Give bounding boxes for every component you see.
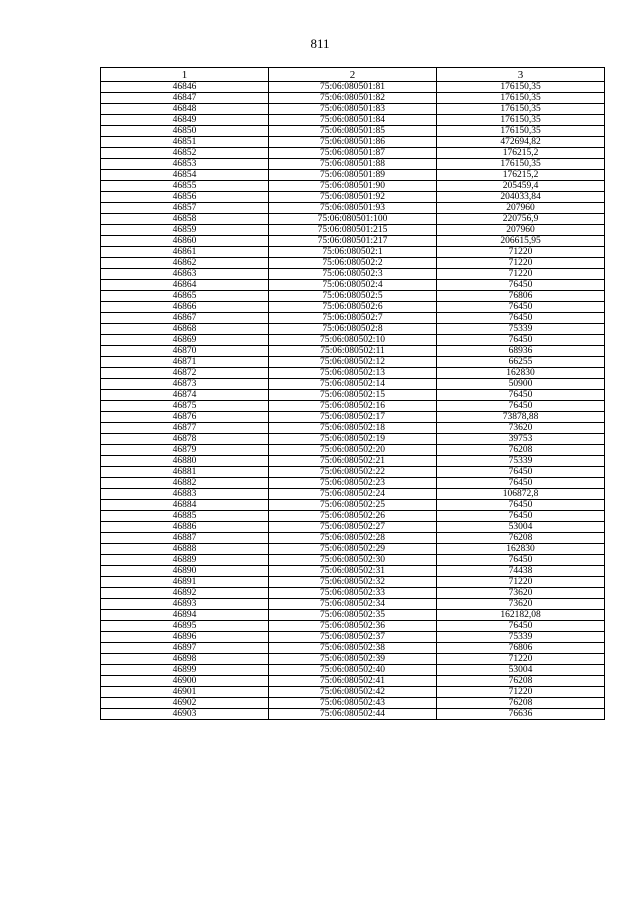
- table-row: [101, 467, 605, 478]
- row-number-cell: 46861: [101, 247, 269, 258]
- value-cell: 76450: [437, 280, 605, 291]
- value-cell: 50900: [437, 379, 605, 390]
- table-row: [101, 423, 605, 434]
- row-number-cell: 46867: [101, 313, 269, 324]
- value-cell: 162830: [437, 544, 605, 555]
- value-cell: 73620: [437, 423, 605, 434]
- value-cell: 176150,35: [437, 104, 605, 115]
- table-row: [101, 379, 605, 390]
- table-row: [101, 599, 605, 610]
- row-number-cell: 46848: [101, 104, 269, 115]
- table-row: [101, 126, 605, 137]
- table-row: [101, 621, 605, 632]
- row-number-cell: 46873: [101, 379, 269, 390]
- table-row: [101, 357, 605, 368]
- row-number-cell: 46882: [101, 478, 269, 489]
- row-number-cell: 46890: [101, 566, 269, 577]
- cadastral-number-cell: 75:06:080502:20: [269, 445, 437, 456]
- value-cell: 176215,2: [437, 148, 605, 159]
- column-header: 2: [269, 68, 437, 82]
- row-number-cell: 46881: [101, 467, 269, 478]
- row-number-cell: 46860: [101, 236, 269, 247]
- table-row: [101, 566, 605, 577]
- row-number-cell: 46900: [101, 676, 269, 687]
- cadastral-number-cell: 75:06:080502:8: [269, 324, 437, 335]
- row-number-cell: 46854: [101, 170, 269, 181]
- table-row: [101, 489, 605, 500]
- row-number-cell: 46852: [101, 148, 269, 159]
- value-cell: 76450: [437, 390, 605, 401]
- value-cell: 73878,88: [437, 412, 605, 423]
- table-row: [101, 148, 605, 159]
- value-cell: 76208: [437, 698, 605, 709]
- row-number-cell: 46878: [101, 434, 269, 445]
- table-row: [101, 588, 605, 599]
- cadastral-number-cell: 75:06:080502:26: [269, 511, 437, 522]
- row-number-cell: 46850: [101, 126, 269, 137]
- value-cell: 176215,2: [437, 170, 605, 181]
- cadastral-number-cell: 75:06:080502:3: [269, 269, 437, 280]
- table-row: [101, 313, 605, 324]
- table-row: [101, 401, 605, 412]
- value-cell: 71220: [437, 654, 605, 665]
- value-cell: 76450: [437, 335, 605, 346]
- cadastral-number-cell: 75:06:080502:30: [269, 555, 437, 566]
- table-row: [101, 643, 605, 654]
- cadastral-number-cell: 75:06:080502:6: [269, 302, 437, 313]
- value-cell: 76450: [437, 478, 605, 489]
- cadastral-number-cell: 75:06:080501:84: [269, 115, 437, 126]
- value-cell: 76450: [437, 555, 605, 566]
- row-number-cell: 46851: [101, 137, 269, 148]
- table-row: [101, 445, 605, 456]
- table-row: [101, 159, 605, 170]
- cadastral-number-cell: 75:06:080502:22: [269, 467, 437, 478]
- row-number-cell: 46888: [101, 544, 269, 555]
- table-row: [101, 137, 605, 148]
- cadastral-number-cell: 75:06:080502:36: [269, 621, 437, 632]
- cadastral-number-cell: 75:06:080502:7: [269, 313, 437, 324]
- page-number: 811: [310, 36, 330, 51]
- cadastral-number-cell: 75:06:080502:37: [269, 632, 437, 643]
- cadastral-number-cell: 75:06:080502:19: [269, 434, 437, 445]
- table-row: [101, 82, 605, 93]
- table-row: [101, 302, 605, 313]
- row-number-cell: 46901: [101, 687, 269, 698]
- row-number-cell: 46892: [101, 588, 269, 599]
- cadastral-number-cell: 75:06:080502:44: [269, 709, 437, 720]
- row-number-cell: 46857: [101, 203, 269, 214]
- cadastral-number-cell: 75:06:080502:23: [269, 478, 437, 489]
- cadastral-number-cell: 75:06:080502:25: [269, 500, 437, 511]
- row-number-cell: 46883: [101, 489, 269, 500]
- value-cell: 53004: [437, 522, 605, 533]
- cadastral-number-cell: 75:06:080502:5: [269, 291, 437, 302]
- table-row: [101, 93, 605, 104]
- value-cell: 76208: [437, 445, 605, 456]
- table-row: [101, 676, 605, 687]
- table-row: [101, 324, 605, 335]
- cadastral-number-cell: 75:06:080501:92: [269, 192, 437, 203]
- row-number-cell: 46864: [101, 280, 269, 291]
- value-cell: 75339: [437, 324, 605, 335]
- row-number-cell: 46877: [101, 423, 269, 434]
- cadastral-number-cell: 75:06:080502:18: [269, 423, 437, 434]
- row-number-cell: 46846: [101, 82, 269, 93]
- cadastral-number-cell: 75:06:080501:81: [269, 82, 437, 93]
- value-cell: 176150,35: [437, 93, 605, 104]
- cadastral-number-cell: 75:06:080502:33: [269, 588, 437, 599]
- row-number-cell: 46856: [101, 192, 269, 203]
- table-row: [101, 181, 605, 192]
- row-number-cell: 46899: [101, 665, 269, 676]
- data-table: [100, 67, 605, 720]
- table-row: [101, 214, 605, 225]
- row-number-cell: 46898: [101, 654, 269, 665]
- cadastral-number-cell: 75:06:080502:1: [269, 247, 437, 258]
- header-row: [101, 68, 605, 82]
- value-cell: 71220: [437, 577, 605, 588]
- cadastral-number-cell: 75:06:080502:10: [269, 335, 437, 346]
- cadastral-number-cell: 75:06:080502:32: [269, 577, 437, 588]
- row-number-cell: 46880: [101, 456, 269, 467]
- row-number-cell: 46896: [101, 632, 269, 643]
- value-cell: 71220: [437, 687, 605, 698]
- row-number-cell: 46875: [101, 401, 269, 412]
- value-cell: 76806: [437, 643, 605, 654]
- value-cell: 220756,9: [437, 214, 605, 225]
- cadastral-number-cell: 75:06:080501:88: [269, 159, 437, 170]
- row-number-cell: 46872: [101, 368, 269, 379]
- table-row: [101, 291, 605, 302]
- cadastral-number-cell: 75:06:080501:83: [269, 104, 437, 115]
- table-row: [101, 170, 605, 181]
- value-cell: 66255: [437, 357, 605, 368]
- row-number-cell: 46876: [101, 412, 269, 423]
- cadastral-number-cell: 75:06:080502:29: [269, 544, 437, 555]
- cadastral-number-cell: 75:06:080502:39: [269, 654, 437, 665]
- row-number-cell: 46847: [101, 93, 269, 104]
- value-cell: 472694,82: [437, 137, 605, 148]
- value-cell: 76450: [437, 511, 605, 522]
- row-number-cell: 46859: [101, 225, 269, 236]
- cadastral-number-cell: 75:06:080502:13: [269, 368, 437, 379]
- table-row: [101, 610, 605, 621]
- row-number-cell: 46887: [101, 533, 269, 544]
- cadastral-number-cell: 75:06:080502:12: [269, 357, 437, 368]
- cadastral-number-cell: 75:06:080501:82: [269, 93, 437, 104]
- cadastral-number-cell: 75:06:080502:24: [269, 489, 437, 500]
- cadastral-number-cell: 75:06:080501:93: [269, 203, 437, 214]
- cadastral-number-cell: 75:06:080502:16: [269, 401, 437, 412]
- cadastral-number-cell: 75:06:080502:14: [269, 379, 437, 390]
- table-row: [101, 577, 605, 588]
- table-row: [101, 225, 605, 236]
- table-row: [101, 478, 605, 489]
- value-cell: 76450: [437, 621, 605, 632]
- value-cell: 76806: [437, 291, 605, 302]
- row-number-cell: 46903: [101, 709, 269, 720]
- cadastral-number-cell: 75:06:080502:43: [269, 698, 437, 709]
- value-cell: 205459,4: [437, 181, 605, 192]
- value-cell: 71220: [437, 258, 605, 269]
- table-row: [101, 500, 605, 511]
- value-cell: 207960: [437, 203, 605, 214]
- row-number-cell: 46902: [101, 698, 269, 709]
- value-cell: 176150,35: [437, 126, 605, 137]
- row-number-cell: 46869: [101, 335, 269, 346]
- table-body: [101, 82, 605, 720]
- cadastral-number-cell: 75:06:080502:41: [269, 676, 437, 687]
- value-cell: 76450: [437, 401, 605, 412]
- value-cell: 76450: [437, 467, 605, 478]
- value-cell: 176150,35: [437, 82, 605, 93]
- row-number-cell: 46874: [101, 390, 269, 401]
- value-cell: 207960: [437, 225, 605, 236]
- cadastral-number-cell: 75:06:080501:90: [269, 181, 437, 192]
- table-row: [101, 346, 605, 357]
- row-number-cell: 46870: [101, 346, 269, 357]
- value-cell: 76450: [437, 500, 605, 511]
- value-cell: 74438: [437, 566, 605, 577]
- row-number-cell: 46895: [101, 621, 269, 632]
- table-row: [101, 258, 605, 269]
- cadastral-number-cell: 75:06:080502:15: [269, 390, 437, 401]
- table-row: [101, 654, 605, 665]
- table-header: [101, 68, 605, 82]
- row-number-cell: 46865: [101, 291, 269, 302]
- cadastral-number-cell: 75:06:080502:31: [269, 566, 437, 577]
- row-number-cell: 46884: [101, 500, 269, 511]
- cadastral-number-cell: 75:06:080502:17: [269, 412, 437, 423]
- cadastral-number-cell: 75:06:080502:35: [269, 610, 437, 621]
- row-number-cell: 46897: [101, 643, 269, 654]
- cadastral-number-cell: 75:06:080502:11: [269, 346, 437, 357]
- row-number-cell: 46868: [101, 324, 269, 335]
- row-number-cell: 46893: [101, 599, 269, 610]
- value-cell: 76450: [437, 313, 605, 324]
- cadastral-number-cell: 75:06:080502:2: [269, 258, 437, 269]
- value-cell: 53004: [437, 665, 605, 676]
- row-number-cell: 46871: [101, 357, 269, 368]
- row-number-cell: 46858: [101, 214, 269, 225]
- row-number-cell: 46879: [101, 445, 269, 456]
- table-row: [101, 104, 605, 115]
- table-row: [101, 247, 605, 258]
- cadastral-number-cell: 75:06:080501:215: [269, 225, 437, 236]
- value-cell: 162830: [437, 368, 605, 379]
- cadastral-number-cell: 75:06:080502:28: [269, 533, 437, 544]
- value-cell: 73620: [437, 599, 605, 610]
- table-row: [101, 115, 605, 126]
- row-number-cell: 46889: [101, 555, 269, 566]
- table-row: [101, 236, 605, 247]
- table-row: [101, 665, 605, 676]
- table-row: [101, 434, 605, 445]
- table-row: [101, 368, 605, 379]
- row-number-cell: 46891: [101, 577, 269, 588]
- row-number-cell: 46863: [101, 269, 269, 280]
- value-cell: 76450: [437, 302, 605, 313]
- value-cell: 206615,95: [437, 236, 605, 247]
- cadastral-number-cell: 75:06:080501:217: [269, 236, 437, 247]
- row-number-cell: 46849: [101, 115, 269, 126]
- table-row: [101, 698, 605, 709]
- table-row: [101, 511, 605, 522]
- value-cell: 162182,08: [437, 610, 605, 621]
- value-cell: 71220: [437, 247, 605, 258]
- value-cell: 68936: [437, 346, 605, 357]
- table-row: [101, 192, 605, 203]
- table-row: [101, 555, 605, 566]
- cadastral-number-cell: 75:06:080501:85: [269, 126, 437, 137]
- cadastral-number-cell: 75:06:080502:42: [269, 687, 437, 698]
- table-row: [101, 269, 605, 280]
- table-row: [101, 456, 605, 467]
- value-cell: 75339: [437, 632, 605, 643]
- value-cell: 73620: [437, 588, 605, 599]
- value-cell: 71220: [437, 269, 605, 280]
- value-cell: 76208: [437, 533, 605, 544]
- table-row: [101, 203, 605, 214]
- table-row: [101, 335, 605, 346]
- table-row: [101, 544, 605, 555]
- cadastral-number-cell: 75:06:080501:87: [269, 148, 437, 159]
- row-number-cell: 46894: [101, 610, 269, 621]
- cadastral-number-cell: 75:06:080501:100: [269, 214, 437, 225]
- value-cell: 106872,8: [437, 489, 605, 500]
- cadastral-number-cell: 75:06:080501:86: [269, 137, 437, 148]
- column-header: 3: [437, 68, 605, 82]
- value-cell: 75339: [437, 456, 605, 467]
- table-row: [101, 280, 605, 291]
- table-row: [101, 390, 605, 401]
- value-cell: 39753: [437, 434, 605, 445]
- table-row: [101, 632, 605, 643]
- cadastral-number-cell: 75:06:080502:38: [269, 643, 437, 654]
- cadastral-number-cell: 75:06:080502:40: [269, 665, 437, 676]
- cadastral-number-cell: 75:06:080502:34: [269, 599, 437, 610]
- cadastral-number-cell: 75:06:080502:27: [269, 522, 437, 533]
- value-cell: 76208: [437, 676, 605, 687]
- cadastral-number-cell: 75:06:080502:21: [269, 456, 437, 467]
- cadastral-number-cell: 75:06:080502:4: [269, 280, 437, 291]
- table-row: [101, 412, 605, 423]
- table-row: [101, 522, 605, 533]
- row-number-cell: 46886: [101, 522, 269, 533]
- cadastral-number-cell: 75:06:080501:89: [269, 170, 437, 181]
- table-row: [101, 709, 605, 720]
- row-number-cell: 46862: [101, 258, 269, 269]
- value-cell: 176150,35: [437, 115, 605, 126]
- row-number-cell: 46855: [101, 181, 269, 192]
- column-header: 1: [101, 68, 269, 82]
- row-number-cell: 46866: [101, 302, 269, 313]
- row-number-cell: 46885: [101, 511, 269, 522]
- table-row: [101, 533, 605, 544]
- value-cell: 204033,84: [437, 192, 605, 203]
- value-cell: 176150,35: [437, 159, 605, 170]
- row-number-cell: 46853: [101, 159, 269, 170]
- table-row: [101, 687, 605, 698]
- value-cell: 76636: [437, 709, 605, 720]
